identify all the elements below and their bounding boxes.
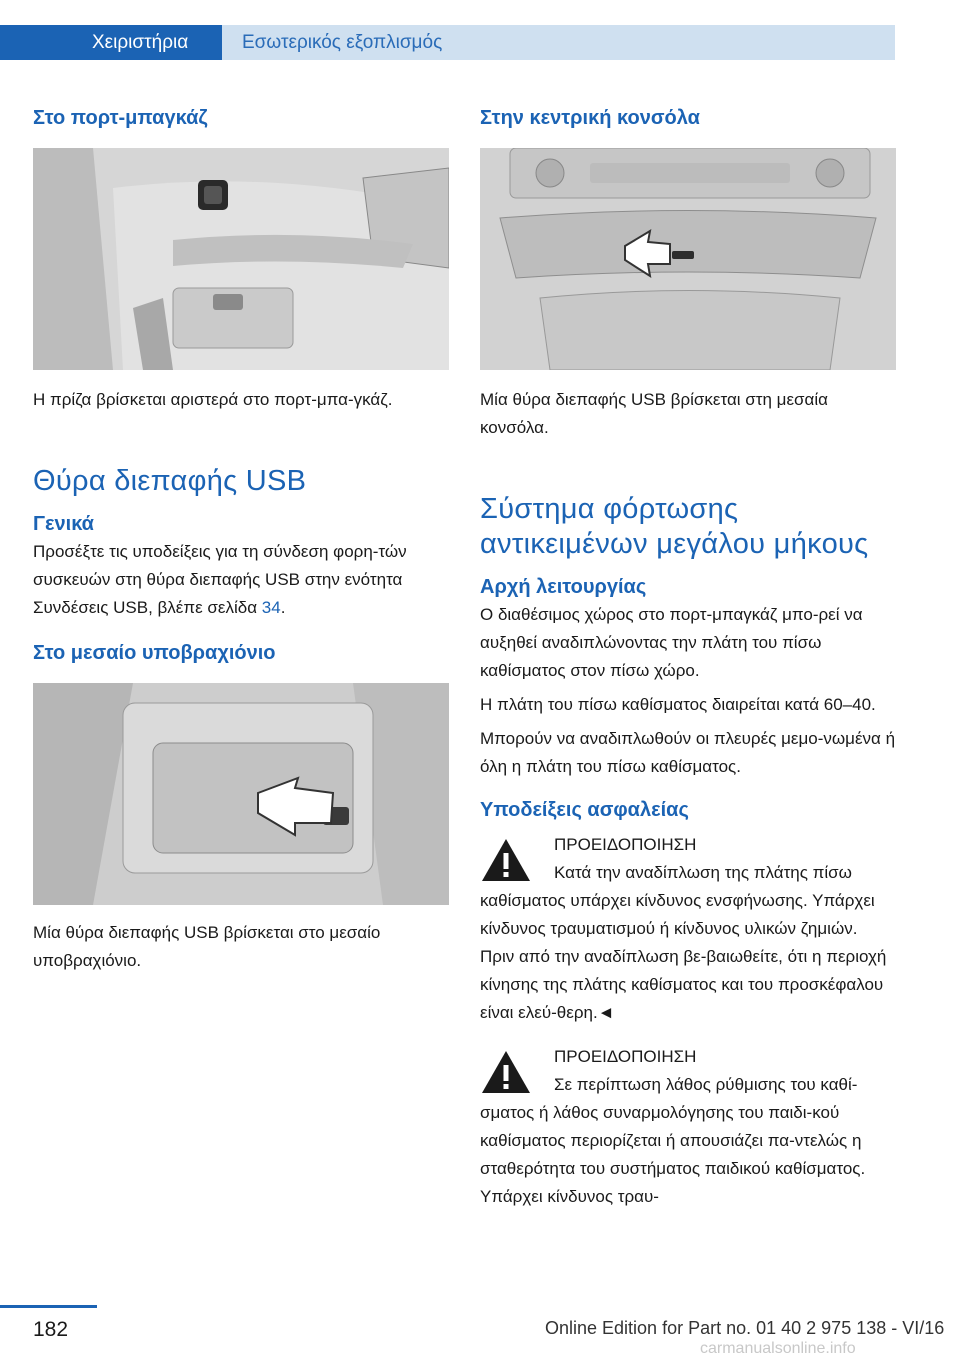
photo-trunk-socket	[33, 148, 449, 370]
section-long-load: Σύστημα φόρτωσης αντικειμένων μεγάλου μήκους	[480, 493, 869, 560]
page-number: 182	[33, 1318, 69, 1341]
warning-1-text: καθίσματος υπάρχει κίνδυνος ενσφήνωσης. Υπάρχει κίνδυνος τραυματισμού ή κίνδυνος υλικών ζημιών. Πριν από την αναδίπλωση βε-βαιωθείτε, ότι η περιοχή κίνησης της πλάτης καθίσματος και του προσκέφαλου είναι ελεύ-θερη.◄	[480, 891, 887, 1022]
header-tab-interior[interactable]: Εσωτερικός εξοπλισμός	[242, 32, 443, 53]
heading-armrest: Στο μεσαίο υποβραχιόνιο	[33, 642, 276, 664]
caption-armrest: Μία θύρα διεπαφής USB βρίσκεται στο μεσαίο υποβραχιόνιο.	[33, 923, 381, 970]
warning-1-first-line: Κατά την αναδίπλωση της πλάτης πίσω	[554, 863, 852, 882]
heading-center-console: Στην κεντρική κονσόλα	[480, 107, 700, 129]
subheading-principle: Αρχή λειτουργίας	[480, 576, 647, 598]
warning-2-first-line: Σε περίπτωση λάθος ρύθμισης του καθί-	[554, 1075, 858, 1094]
general-text-end: .	[280, 598, 286, 617]
page-header	[0, 0, 960, 62]
edition-text: Online Edition for Part no. 01 40 2 975 138 - VI/16	[545, 1318, 945, 1338]
caption-trunk: Η πρίζα βρίσκεται αριστερά στο πορτ-μπα-γκάζ.	[33, 390, 393, 409]
principle-p3: Μπορούν να αναδιπλωθούν οι πλευρές μεμο-νωμένα ή όλη η πλάτη του πίσω καθίσματος.	[480, 729, 896, 776]
watermark: carmanualsonline.info	[700, 1340, 856, 1357]
subheading-general: Γενικά	[33, 513, 94, 535]
page-link[interactable]: 34	[261, 598, 281, 617]
general-text	[33, 538, 449, 622]
warning-2-title: ΠΡΟΕΙΔΟΠΟΙΗΣΗ	[554, 1047, 697, 1066]
warning-1	[480, 831, 896, 1027]
general-text-main: Προσέξτε τις υποδείξεις για τη σύνδεση φορη-τών συσκευών στη θύρα διεπαφής USB στην ενότητα Συνδέσεις USB, βλέπε σελίδα	[33, 542, 407, 617]
caption-center-console: Μία θύρα διεπαφής USB βρίσκεται στη μεσαία κονσόλα.	[480, 390, 828, 437]
section-usb: Θύρα διεπαφής USB	[33, 465, 307, 497]
photo-center-console-usb	[480, 148, 896, 370]
warning-icon	[480, 837, 532, 883]
warning-2-text: σματος ή λάθος συναρμολόγησης του παιδι-κού καθίσματος περιορίζεται ή απουσιάζει πα-ντελώς η σταθερότητα του συστήματος παιδικού καθίσματος. Υπάρχει κίνδυνος τραυ-	[480, 1103, 866, 1206]
warning-1-title: ΠΡΟΕΙΔΟΠΟΙΗΣΗ	[554, 835, 697, 854]
principle-p2: Η πλάτη του πίσω καθίσματος διαιρείται κατά 60–40.	[480, 695, 876, 714]
header-tab-controls[interactable]: Χειριστήρια	[0, 25, 222, 60]
photo-armrest-usb	[33, 683, 449, 905]
left-column	[33, 98, 449, 975]
principle-p1: Ο διαθέσιμος χώρος στο πορτ-μπαγκάζ μπο-ρεί να αυξηθεί αναδιπλώνοντας την πλάτη του πίσω καθίσματος στον πίσω χώρο.	[480, 605, 863, 680]
right-column	[480, 98, 896, 1211]
heading-trunk: Στο πορτ-μπαγκάζ	[33, 107, 208, 129]
warning-2	[480, 1043, 896, 1211]
warning-icon	[480, 1049, 532, 1095]
footer-rule	[0, 1305, 97, 1308]
subheading-safety: Υποδείξεις ασφαλείας	[480, 799, 689, 821]
